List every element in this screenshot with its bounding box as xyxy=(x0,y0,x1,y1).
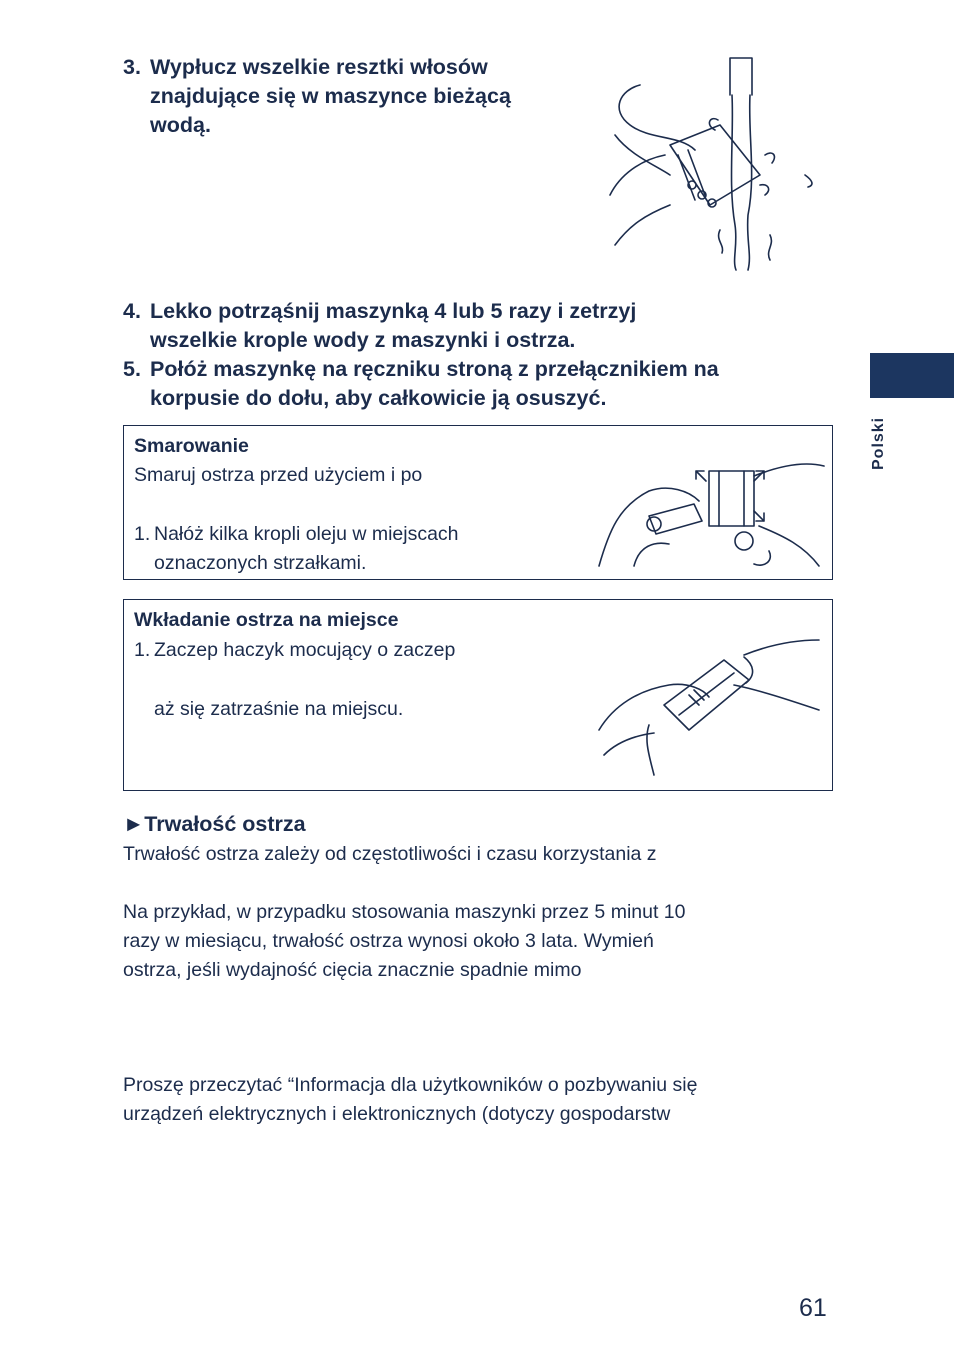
box-step-number: 1. xyxy=(134,523,151,545)
box-title: Smarowanie xyxy=(134,435,249,457)
box-intro: Smaruj ostrza przed użyciem i po xyxy=(134,464,423,486)
box-step-text: Nałóż kilka kropli oleju w miejscach oznaczonych strzałkami. xyxy=(154,523,459,574)
disposal-paragraph: Proszę przeczytać “Informacja dla użytkowników o pozbywaniu się urządzeń elektrycznych i elektronicznych (dotyczy gospodarstw xyxy=(123,1074,698,1125)
box-step-text-continued: aż się zatrzaśnie na miejscu. xyxy=(154,698,404,720)
step-number: 5. xyxy=(123,357,141,381)
play-icon: ► xyxy=(123,812,145,836)
lubrication-box xyxy=(123,425,833,580)
rinse-illustration xyxy=(600,55,840,275)
step-number: 4. xyxy=(123,299,141,323)
blade-insert-illustration xyxy=(594,635,829,785)
blade-life-heading xyxy=(123,810,306,839)
step-text: Wypłucz wszelkie resztki włosów znajdujące się w maszynce bieżącą wodą. xyxy=(150,55,511,137)
box-step-number: 1. xyxy=(134,639,151,661)
language-label: Polski xyxy=(870,416,887,470)
language-tab xyxy=(870,353,954,398)
step-number: 3. xyxy=(123,55,141,79)
step-text: Połóż maszynkę na ręczniku stroną z przełącznikiem na korpusie do dołu, aby całkowicie ją osuszyć. xyxy=(150,357,719,410)
heading-text: Trwałość ostrza xyxy=(144,812,306,836)
blade-insert-box xyxy=(123,599,833,791)
blade-life-line1: Trwałość ostrza zależy od częstotliwości i czasu korzystania z xyxy=(123,843,657,865)
step-text: Lekko potrząśnij maszynką 4 lub 5 razy i zetrzyj wszelkie krople wody z maszynki i ostrza. xyxy=(150,299,637,352)
oil-illustration xyxy=(594,456,829,578)
step-4 xyxy=(123,297,843,355)
blade-life-paragraph: Na przykład, w przypadku stosowania maszynki przez 5 minut 10 razy w miesiącu, trwałość ostrza wynosi około 3 lata. Wymień ostrza, jeśli wydajność cięcia znacznie spadnie mimo xyxy=(123,901,686,981)
step-5 xyxy=(123,355,853,413)
step-3 xyxy=(123,53,593,140)
page-number: 61 xyxy=(799,1294,827,1322)
box-title: Wkładanie ostrza na miejsce xyxy=(134,609,399,631)
box-step-text: Zaczep haczyk mocujący o zaczep xyxy=(154,639,456,661)
